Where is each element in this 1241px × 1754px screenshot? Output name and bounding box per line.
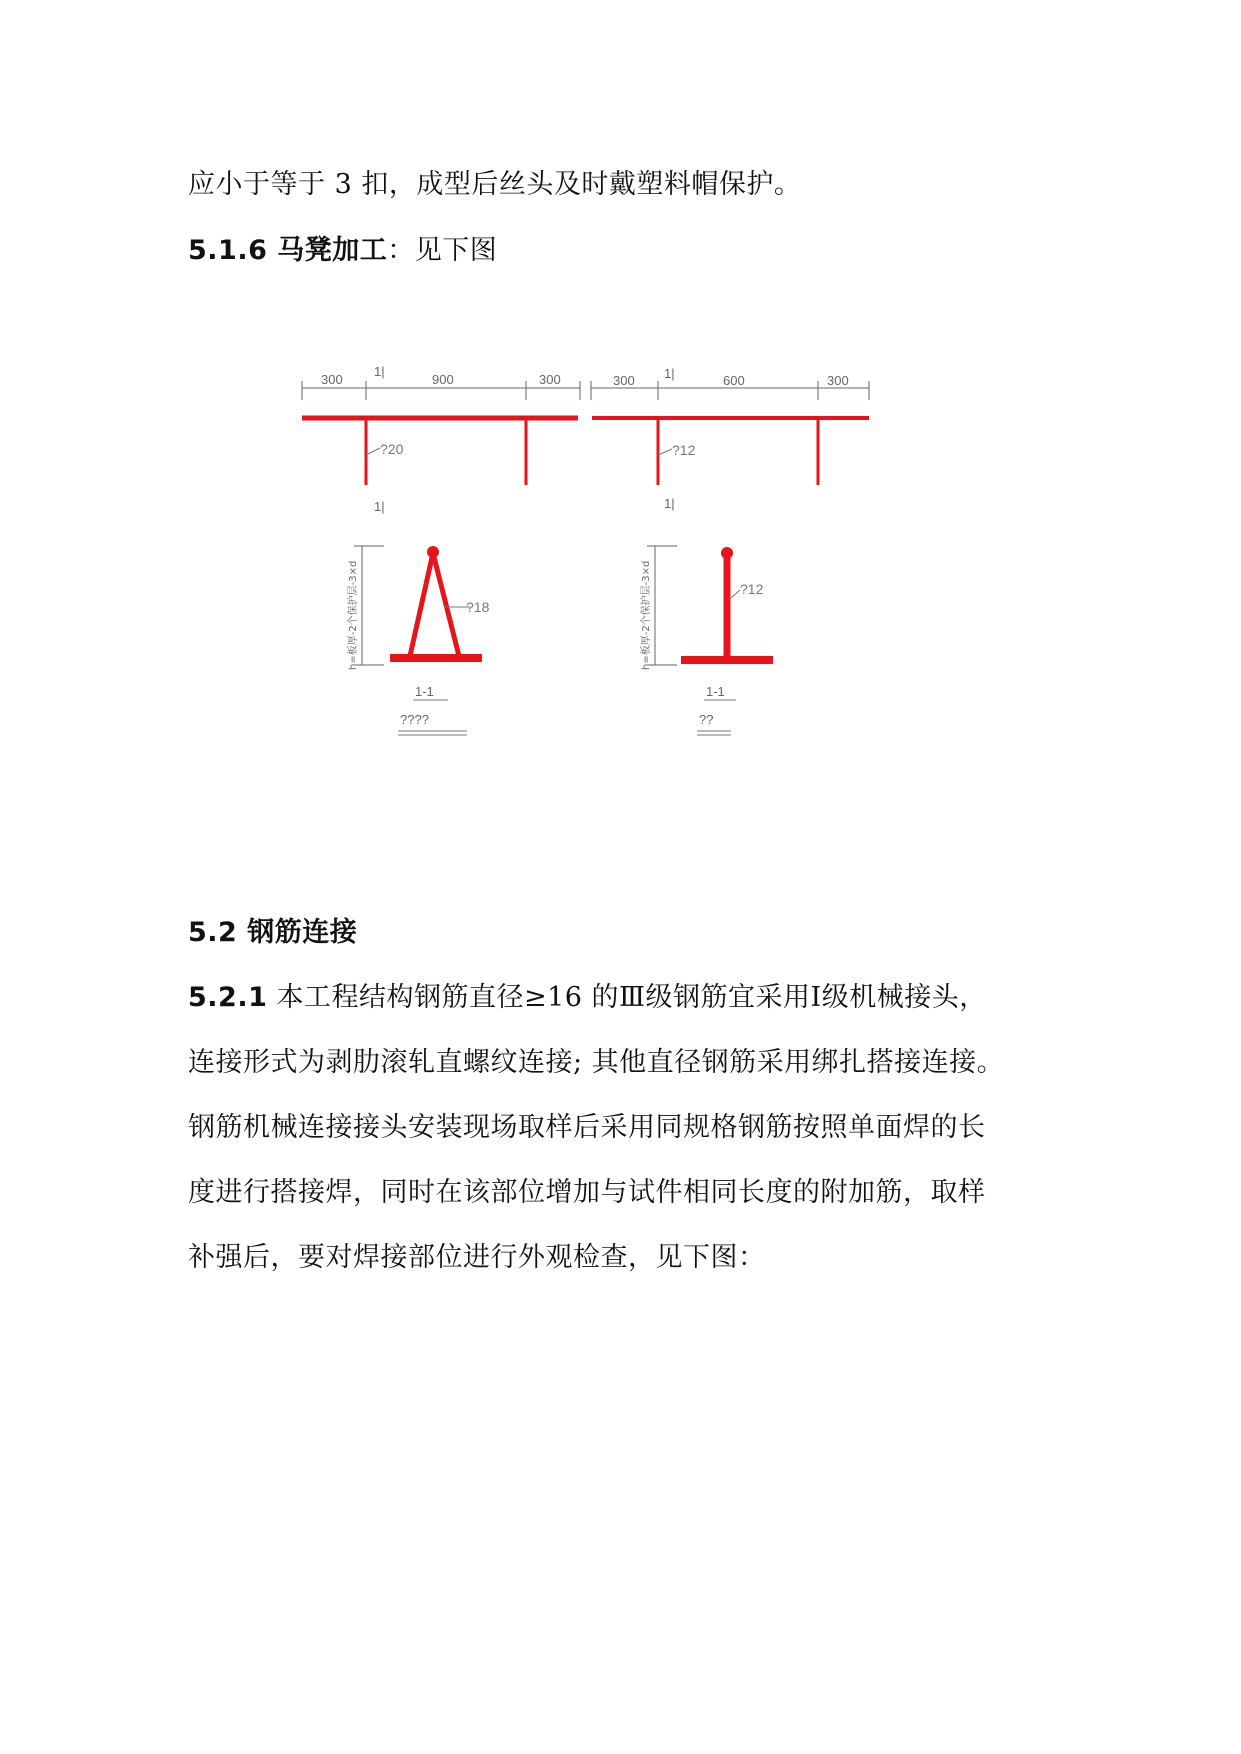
right-section-mark-below: 1| bbox=[664, 496, 675, 511]
heading-5-2: 5.2 钢筋连接 bbox=[188, 917, 358, 948]
right-top-dot bbox=[721, 547, 733, 559]
left-dim-900: 900 bbox=[432, 372, 454, 387]
left-leader bbox=[366, 448, 380, 455]
left-dim-300-b: 300 bbox=[539, 372, 561, 387]
para-5-2-1-number: 5.2.1 bbox=[188, 982, 268, 1013]
heading-5-1-6-title: 5.1.6 马凳加工 bbox=[188, 235, 388, 266]
left-caption: ???? bbox=[400, 712, 429, 727]
right-section-mark: 1| bbox=[664, 366, 675, 381]
para-line-1 bbox=[188, 975, 987, 1014]
right-dim-300-a: 300 bbox=[613, 373, 635, 388]
right-height-note: h=板厚-2个保护层-3×d bbox=[641, 560, 652, 670]
left-section-mark: 1| bbox=[374, 364, 385, 379]
para-line-5: 补强后，要对焊接部位进行外观检查，见下图： bbox=[188, 1242, 766, 1273]
left-rebar-label: ?20 bbox=[380, 441, 404, 457]
para-line-4: 度进行搭接焊，同时在该部位增加与试件相同长度的附加筋，取样 bbox=[188, 1177, 986, 1208]
right-dim-600: 600 bbox=[723, 373, 745, 388]
left-elevation bbox=[302, 364, 580, 514]
left-section-mark-below: 1| bbox=[374, 499, 385, 514]
para-line-3: 钢筋机械连接接头安装现场取样后采用同规格钢筋按照单面焊的长 bbox=[188, 1112, 986, 1143]
para-line-2: 连接形式为剥肋滚轧直螺纹连接; 其他直径钢筋采用绑扎搭接连接。 bbox=[188, 1047, 1005, 1078]
stool-drawing bbox=[0, 0, 1241, 760]
right-post-leader bbox=[731, 590, 740, 598]
heading-5-1-6-suffix: ：见下图 bbox=[387, 235, 498, 266]
left-leg-label: ?18 bbox=[466, 599, 490, 615]
text-line-1: 应小于等于 3 扣，成型后丝头及时戴塑料帽保护。 bbox=[188, 169, 802, 200]
left-height-note: h=板厚-2个保护层-3×d bbox=[348, 560, 359, 670]
right-caption: ?? bbox=[699, 712, 714, 727]
left-top-dot bbox=[427, 546, 439, 558]
left-section-title: 1-1 bbox=[415, 684, 434, 699]
right-leader bbox=[658, 449, 672, 455]
para-5-2-1-text: 本工程结构钢筋直径≥16 的Ⅲ级钢筋宜采用Ⅰ级机械接头， bbox=[267, 982, 987, 1013]
right-section bbox=[639, 546, 773, 735]
right-rebar-label: ?12 bbox=[672, 442, 696, 458]
right-section-title: 1-1 bbox=[706, 684, 725, 699]
right-leg-label: ?12 bbox=[740, 581, 764, 597]
left-section bbox=[346, 546, 490, 735]
right-dim-300-b: 300 bbox=[827, 373, 849, 388]
left-dim-300-a: 300 bbox=[321, 372, 343, 387]
left-a-frame bbox=[410, 553, 459, 656]
right-elevation bbox=[591, 366, 869, 511]
